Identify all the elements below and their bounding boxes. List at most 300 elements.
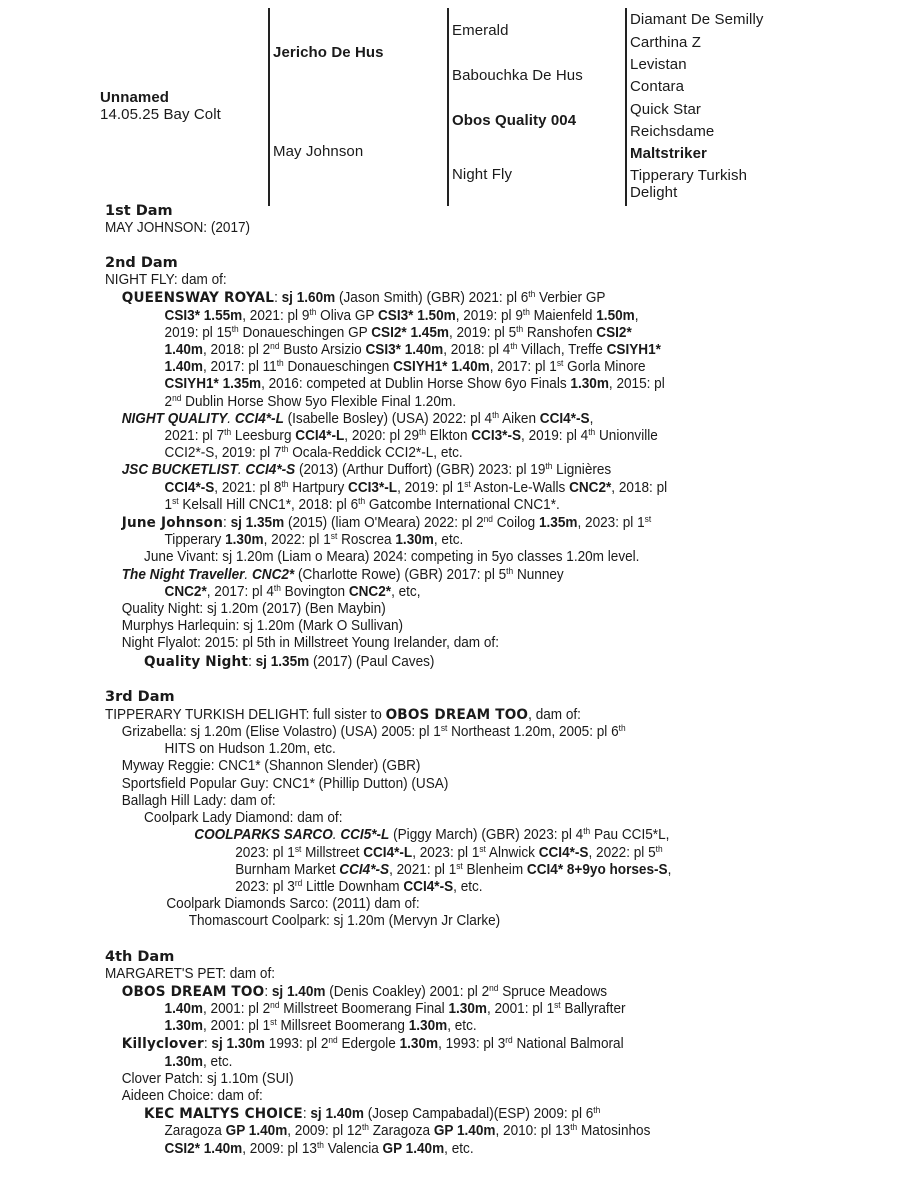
text-segment: CSI2* 1.45m xyxy=(371,324,449,341)
text-segment: CSIYH1* 1.35m xyxy=(164,376,262,393)
text-segment: Little Downham xyxy=(302,878,404,895)
text-segment: 1.30m xyxy=(225,532,264,549)
text-segment: th xyxy=(528,289,536,300)
text-segment: (2017) (Paul Caves) xyxy=(309,653,435,670)
text-segment: Sportsfield Popular Guy: CNC1* (Phillip Dutton) (USA) xyxy=(121,775,449,792)
text-line xyxy=(105,376,775,393)
text-segment: KEC MALTYS CHOICE xyxy=(144,1105,303,1123)
text-line xyxy=(105,827,775,844)
text-segment: Unionville xyxy=(595,428,658,445)
text-line xyxy=(105,1105,775,1123)
text-segment: th xyxy=(506,565,514,576)
text-segment: Alnwick xyxy=(485,844,539,861)
text-segment: 2023: pl 1 xyxy=(235,844,295,861)
text-segment: CNC2* xyxy=(251,566,295,583)
text-segment: st xyxy=(270,1017,277,1028)
text-segment: Bovington xyxy=(280,583,349,600)
text-segment: , 2021: pl 1 xyxy=(389,861,457,878)
text-segment: , etc. xyxy=(433,532,464,549)
text-segment: JSC BUCKETLIST xyxy=(121,462,238,479)
text-segment: nd xyxy=(172,392,182,403)
text-segment: 2 xyxy=(164,393,173,410)
text-segment: Thomascourt Coolpark: sj 1.20m (Mervyn Jr Clarke) xyxy=(188,913,501,930)
text-segment: sj 1.35m xyxy=(230,515,285,532)
text-segment: (2013) (Arthur Duffort) (GBR) 2023: pl 19 xyxy=(295,462,546,479)
text-line xyxy=(105,411,775,428)
text-line xyxy=(105,342,775,359)
text-segment: Coolpark Diamonds Sarco: (2011) dam of: xyxy=(166,896,420,913)
text-segment: 1 xyxy=(164,496,173,513)
text-segment: th xyxy=(570,1122,578,1133)
text-line xyxy=(105,966,775,983)
text-segment: st xyxy=(479,843,486,854)
text-segment: (Jason Smith) (GBR) 2021: pl 6 xyxy=(335,290,529,307)
text-segment: CCI4*-L xyxy=(234,410,284,427)
text-line xyxy=(105,549,775,566)
great-grandparent-7: Maltstriker xyxy=(630,145,707,162)
text-line xyxy=(105,1035,775,1053)
pedigree-divider-2 xyxy=(447,8,449,206)
text-line xyxy=(105,394,775,411)
text-line xyxy=(105,325,775,342)
great-grandparent-1: Diamant De Semilly xyxy=(630,11,764,28)
great-grandparent-4: Contara xyxy=(630,78,685,95)
text-segment: th xyxy=(361,1122,369,1133)
text-segment: Maienfeld xyxy=(529,307,597,324)
text-segment: Nunney xyxy=(513,566,564,583)
text-line xyxy=(105,635,775,652)
text-segment: (Denis Coakley) 2001: pl 2 xyxy=(325,983,490,1000)
text-segment: CCI4*-S xyxy=(245,462,296,479)
text-line xyxy=(105,879,775,896)
text-segment: sj 1.60m xyxy=(281,290,336,307)
text-segment: Pau CCI5*L, xyxy=(590,827,670,844)
text-segment: 2019: pl 15 xyxy=(164,324,232,341)
section-body xyxy=(105,966,825,1158)
text-segment: NIGHT FLY: dam of: xyxy=(105,272,227,289)
text-segment: , 2020: pl 29 xyxy=(344,428,420,445)
text-segment: Ballyrafter xyxy=(560,1000,626,1017)
text-segment: st xyxy=(556,358,564,369)
text-segment: (Josep Campabadal)(ESP) 2009: pl 6 xyxy=(363,1106,594,1123)
text-segment: CCI4*-S xyxy=(538,844,589,861)
text-segment: Coilog xyxy=(492,515,539,532)
great-grandparent-3: Levistan xyxy=(630,56,687,73)
text-segment: nd xyxy=(270,341,280,352)
section-2nd-dam xyxy=(105,255,825,671)
text-segment: st xyxy=(294,843,302,854)
text-segment: CSI2* 1.40m xyxy=(164,1140,243,1157)
text-segment: 1.30m xyxy=(164,1053,204,1070)
text-line xyxy=(105,1054,775,1071)
sire-name: Jericho De Hus xyxy=(273,44,384,61)
text-segment: CCI4*-L xyxy=(295,428,345,445)
text-segment: Leesburg xyxy=(231,428,296,445)
text-segment: Coolpark Lady Diamond: dam of: xyxy=(144,810,343,827)
text-line xyxy=(105,913,775,930)
text-segment: Aiken xyxy=(499,410,540,427)
text-segment: , 2021: pl 8 xyxy=(214,479,282,496)
grandparent-3: Obos Quality 004 xyxy=(452,112,577,129)
text-line xyxy=(105,601,775,618)
text-segment: nd xyxy=(489,982,499,993)
text-segment: Quality Night xyxy=(144,652,249,670)
text-segment: GP 1.40m xyxy=(382,1140,445,1157)
text-segment: CSIYH1* xyxy=(606,342,661,359)
text-segment: CNC2* xyxy=(348,583,392,600)
text-segment: , etc. xyxy=(203,1053,233,1070)
text-segment: , 1993: pl 3 xyxy=(438,1036,506,1053)
great-grandparent-6: Reichsdame xyxy=(630,123,715,140)
text-segment: Burnham Market xyxy=(235,861,340,878)
text-segment: th xyxy=(419,427,426,438)
text-line xyxy=(105,1001,775,1018)
text-segment: . xyxy=(227,410,235,427)
section-3rd-dam xyxy=(105,689,825,931)
section-4th-dam xyxy=(105,949,825,1158)
text-segment: : xyxy=(302,1106,311,1123)
text-segment: nd xyxy=(270,999,280,1010)
text-segment: th xyxy=(510,341,518,352)
text-segment: th xyxy=(583,826,591,837)
text-segment: (2015) (liam O'Meara) 2022: pl 2 xyxy=(284,515,484,532)
text-segment: CCI4* 8+9yo horses-S xyxy=(526,861,668,878)
text-segment: , 2001: pl 1 xyxy=(203,1018,271,1035)
text-segment: 1.30m xyxy=(164,1018,204,1035)
text-segment: QUEENSWAY ROYAL xyxy=(121,289,275,307)
dam-line-document xyxy=(105,203,825,1176)
text-segment: , 2017: pl 11 xyxy=(203,359,277,376)
text-segment: rd xyxy=(505,1035,513,1046)
text-segment: NIGHT QUALITY xyxy=(121,410,228,427)
text-segment: Busto Arsizio xyxy=(279,342,366,359)
text-segment: , 2023: pl 1 xyxy=(577,515,645,532)
text-segment: th xyxy=(545,461,553,472)
text-line xyxy=(105,653,775,671)
text-segment: , etc. xyxy=(447,1018,477,1035)
text-segment: Millsreet Boomerang xyxy=(276,1018,409,1035)
text-segment: , 2001: pl 1 xyxy=(486,1000,555,1017)
text-segment: , 2017: pl 4 xyxy=(206,583,274,600)
text-line xyxy=(105,706,775,724)
text-segment: 1.40m xyxy=(164,1000,204,1017)
text-segment: : xyxy=(264,983,272,1000)
text-segment: th xyxy=(522,306,530,317)
text-line xyxy=(105,776,775,793)
text-segment: st xyxy=(440,723,448,734)
text-segment: Matosinhos xyxy=(577,1123,651,1140)
text-segment: MARGARET'S PET: dam of: xyxy=(105,965,276,982)
text-line xyxy=(105,289,775,307)
text-segment: Gorla Minore xyxy=(563,359,646,376)
text-line xyxy=(105,272,775,289)
text-segment: rd xyxy=(294,877,303,888)
text-line xyxy=(105,1141,775,1158)
text-segment: 1.50m xyxy=(596,307,635,324)
text-segment: nd xyxy=(483,514,493,525)
text-segment: sj 1.40m xyxy=(271,983,326,1000)
text-segment: 2023: pl 3 xyxy=(235,878,295,895)
text-segment: th xyxy=(588,427,596,438)
text-segment: th xyxy=(281,444,289,455)
section-body xyxy=(105,220,825,237)
text-segment: , 2022: pl 1 xyxy=(263,532,331,549)
text-segment: , 2019: pl 5 xyxy=(448,324,517,341)
text-segment: sj 1.40m xyxy=(310,1106,364,1123)
text-segment: Murphys Harlequin: sj 1.20m (Mark O Sullivan) xyxy=(121,618,404,635)
text-segment: 1.30m xyxy=(570,376,609,393)
text-line xyxy=(105,758,775,775)
pedigree-divider-1 xyxy=(268,8,270,206)
text-segment: th xyxy=(516,323,524,334)
text-segment: CCI4*-L xyxy=(363,844,413,861)
text-line xyxy=(105,1071,775,1088)
text-line xyxy=(105,567,775,584)
text-segment: CCI2*-S, 2019: pl 7 xyxy=(164,445,282,462)
section-body xyxy=(105,706,825,931)
grandparent-1: Emerald xyxy=(452,22,509,39)
text-segment: sj 1.30m xyxy=(211,1036,266,1053)
text-segment: 1.30m xyxy=(399,1036,439,1053)
text-segment: CCI3*-L xyxy=(348,479,398,496)
text-segment: , 2015: pl xyxy=(608,376,665,393)
text-segment: CCI4*-S xyxy=(539,410,590,427)
text-segment: CSI3* 1.50m xyxy=(377,307,456,324)
text-line xyxy=(105,1018,775,1035)
text-line xyxy=(105,845,775,862)
text-segment: National Balmoral xyxy=(512,1036,624,1053)
text-segment: th xyxy=(273,582,281,593)
text-segment: , xyxy=(634,307,639,324)
text-segment: , etc. xyxy=(453,878,483,895)
text-segment: Clover Patch: sj 1.10m (SUI) xyxy=(121,1070,294,1087)
text-segment: th xyxy=(618,723,626,734)
text-segment: MAY JOHNSON: (2017) xyxy=(105,220,251,236)
text-segment: Millstreet xyxy=(301,844,364,861)
text-segment: June Vivant: sj 1.20m (Liam o Meara) 2024: competing in 5yo classes 1.20m level. xyxy=(144,549,640,566)
text-line xyxy=(105,584,775,601)
text-segment: st xyxy=(172,495,179,506)
text-segment: nd xyxy=(328,1035,338,1046)
text-segment: (Piggy March) (GBR) 2023: pl 4 xyxy=(389,827,584,844)
text-segment: CNC2* xyxy=(569,479,612,496)
text-line xyxy=(105,308,775,325)
text-segment: , 2021: pl 9 xyxy=(242,307,310,324)
text-segment: CCI3*-S xyxy=(471,428,522,445)
text-segment: , 2001: pl 2 xyxy=(203,1000,271,1017)
text-line xyxy=(105,220,775,237)
text-segment: st xyxy=(456,860,463,871)
text-segment: Gatcombe International CNC1*. xyxy=(365,496,560,513)
text-segment: Oliva GP xyxy=(316,307,378,324)
text-segment: , 2016: competed at Dublin Horse Show 6yo Finals xyxy=(261,376,571,393)
text-segment: th xyxy=(655,843,663,854)
text-line xyxy=(105,428,775,445)
text-segment: Zaragoza xyxy=(164,1123,226,1140)
text-segment: 1.30m xyxy=(395,532,434,549)
text-segment: CNC2* xyxy=(164,583,207,600)
section-1st-dam xyxy=(105,203,825,237)
text-segment: th xyxy=(593,1105,601,1116)
text-line xyxy=(105,462,775,479)
text-segment: (Isabelle Bosley) (USA) 2022: pl 4 xyxy=(283,410,493,427)
text-segment: Myway Reggie: CNC1* (Shannon Slender) (GBR) xyxy=(121,758,421,775)
section-heading: 2nd Dam xyxy=(105,255,178,272)
text-segment: Ballagh Hill Lady: dam of: xyxy=(121,792,276,809)
text-segment: Lignières xyxy=(552,462,612,479)
text-segment: , 2009: pl 13 xyxy=(242,1140,317,1157)
text-segment: , 2018: pl 4 xyxy=(443,342,511,359)
section-heading: 4th Dam xyxy=(105,948,175,965)
text-segment: (Charlotte Rowe) (GBR) 2017: pl 5 xyxy=(294,566,507,583)
text-segment: , etc. xyxy=(444,1140,474,1157)
text-line xyxy=(105,896,775,913)
text-segment: th xyxy=(224,427,232,438)
text-segment: , 2019: pl 9 xyxy=(455,307,523,324)
text-segment: COOLPARKS SARCO xyxy=(194,827,333,844)
text-segment: : xyxy=(248,653,256,670)
text-segment: Kelsall Hill CNC1*, 2018: pl 6 xyxy=(178,496,359,513)
text-segment: , 2009: pl 12 xyxy=(287,1123,362,1140)
text-segment: , 2017: pl 1 xyxy=(489,359,557,376)
text-segment: th xyxy=(316,1139,324,1150)
text-line xyxy=(105,862,775,879)
text-segment: : xyxy=(274,290,282,307)
text-segment: Villach, Treffe xyxy=(517,342,607,359)
text-segment: th xyxy=(492,409,500,420)
text-line xyxy=(105,480,775,497)
text-segment: Dublin Horse Show 5yo Flexible Final 1.20m. xyxy=(181,393,456,410)
text-segment: CCI4*-S xyxy=(339,861,390,878)
text-segment: sj 1.35m xyxy=(255,653,310,670)
text-segment: , 2018: pl xyxy=(611,479,668,496)
section-body xyxy=(105,272,825,671)
text-segment: , xyxy=(589,410,594,427)
text-line xyxy=(105,724,775,741)
section-heading: 1st Dam xyxy=(105,203,173,219)
text-segment: Night Flyalot: 2015: pl 5th in Millstreet Young Irelander, dam of: xyxy=(121,635,499,652)
text-segment: Tipperary xyxy=(164,532,226,549)
text-line xyxy=(105,497,775,514)
text-segment: June Johnson xyxy=(121,514,224,532)
text-segment: Hartpury xyxy=(288,479,349,496)
great-grandparent-8: Tipperary Turkish xyxy=(630,167,748,184)
text-segment: , etc, xyxy=(391,583,421,600)
text-line xyxy=(105,532,775,549)
text-segment: CCI4*-S xyxy=(164,479,215,496)
text-line xyxy=(105,618,775,635)
text-segment: : xyxy=(203,1036,212,1053)
text-segment: CSI2* xyxy=(596,324,632,341)
text-line xyxy=(105,359,775,376)
text-segment: GP 1.40m xyxy=(225,1123,288,1140)
text-segment: Verbier GP xyxy=(535,290,606,307)
text-segment: TIPPERARY TURKISH DELIGHT: full sister to xyxy=(105,706,386,723)
text-segment: , 2019: pl 1 xyxy=(397,479,465,496)
text-segment: HITS on Hudson 1.20m, etc. xyxy=(164,741,336,758)
text-segment: CSI3* 1.55m xyxy=(164,307,243,324)
text-segment: 1.40m xyxy=(164,359,204,376)
text-segment: 2021: pl 7 xyxy=(164,428,225,445)
text-line xyxy=(105,1088,775,1105)
text-segment: Valencia xyxy=(323,1140,383,1157)
text-segment: Zaragoza xyxy=(368,1123,434,1140)
text-segment: Donaueschingen xyxy=(283,359,394,376)
text-segment: Aideen Choice: dam of: xyxy=(121,1087,263,1104)
text-segment: th xyxy=(276,358,284,369)
text-segment: CCI4*-S xyxy=(403,878,454,895)
text-segment: , 2018: pl 2 xyxy=(203,342,271,359)
text-line xyxy=(105,514,775,532)
text-segment: st xyxy=(554,999,561,1010)
text-segment: Grizabella: sj 1.20m (Elise Volastro) (USA) 2005: pl 1 xyxy=(121,724,441,741)
text-line xyxy=(105,445,775,462)
pedigree-divider-3 xyxy=(625,8,627,206)
great-grandparent-8-cont: Delight xyxy=(630,184,678,201)
text-line xyxy=(105,983,775,1001)
text-segment: . xyxy=(332,827,341,844)
text-segment: The Night Traveller xyxy=(121,566,245,583)
text-segment: 1993: pl 2 xyxy=(265,1036,329,1053)
text-segment: CSIYH1* 1.40m xyxy=(393,359,490,376)
text-segment: th xyxy=(281,478,289,489)
text-segment: , 2010: pl 13 xyxy=(495,1123,571,1140)
text-segment: , xyxy=(667,861,672,878)
pedigree-table xyxy=(0,0,901,210)
dam-name: May Johnson xyxy=(273,143,364,160)
text-segment: Killyclover xyxy=(121,1035,204,1053)
text-segment: 1.40m xyxy=(164,342,204,359)
text-segment: Aston-Le-Walls xyxy=(470,479,570,496)
text-line xyxy=(105,810,775,827)
text-segment: . xyxy=(244,566,252,583)
text-segment: 1.35m xyxy=(538,515,578,532)
text-segment: Donaueschingen GP xyxy=(238,324,372,341)
text-segment: Ocala-Reddick CCI2*-L, etc. xyxy=(288,445,463,462)
text-line xyxy=(105,1123,775,1140)
text-segment: 1.30m xyxy=(408,1018,448,1035)
text-segment: . xyxy=(237,462,246,479)
text-segment: Blenheim xyxy=(462,861,527,878)
section-heading: 3rd Dam xyxy=(105,688,175,705)
great-grandparent-5: Quick Star xyxy=(630,101,702,118)
text-segment: Spruce Meadows xyxy=(498,983,608,1000)
text-segment: st xyxy=(330,531,338,542)
text-line xyxy=(105,793,775,810)
text-segment: , dam of: xyxy=(528,706,581,723)
text-segment: , 2022: pl 5 xyxy=(588,844,656,861)
subject-details: 14.05.25 Bay Colt xyxy=(100,106,221,123)
great-grandparent-2: Carthina Z xyxy=(630,34,702,51)
text-segment: Northeast 1.20m, 2005: pl 6 xyxy=(447,724,619,741)
text-segment: 1.30m xyxy=(448,1000,487,1017)
grandparent-4: Night Fly xyxy=(452,166,513,183)
text-segment: st xyxy=(464,478,471,489)
text-segment: Elkton xyxy=(425,428,472,445)
text-segment: : xyxy=(223,515,231,532)
text-segment: , 2023: pl 1 xyxy=(412,844,480,861)
text-segment: , 2019: pl 4 xyxy=(521,428,589,445)
text-segment: Quality Night: sj 1.20m (2017) (Ben Maybin) xyxy=(121,601,386,618)
text-segment: GP 1.40m xyxy=(433,1123,496,1140)
text-segment: Edergole xyxy=(337,1036,400,1053)
text-segment: CSI3* 1.40m xyxy=(365,342,444,359)
grandparent-2: Babouchka De Hus xyxy=(452,67,583,84)
text-segment: th xyxy=(358,495,366,506)
text-line xyxy=(105,741,775,758)
text-segment: CCI5*-L xyxy=(340,827,390,844)
text-segment: th xyxy=(309,306,317,317)
